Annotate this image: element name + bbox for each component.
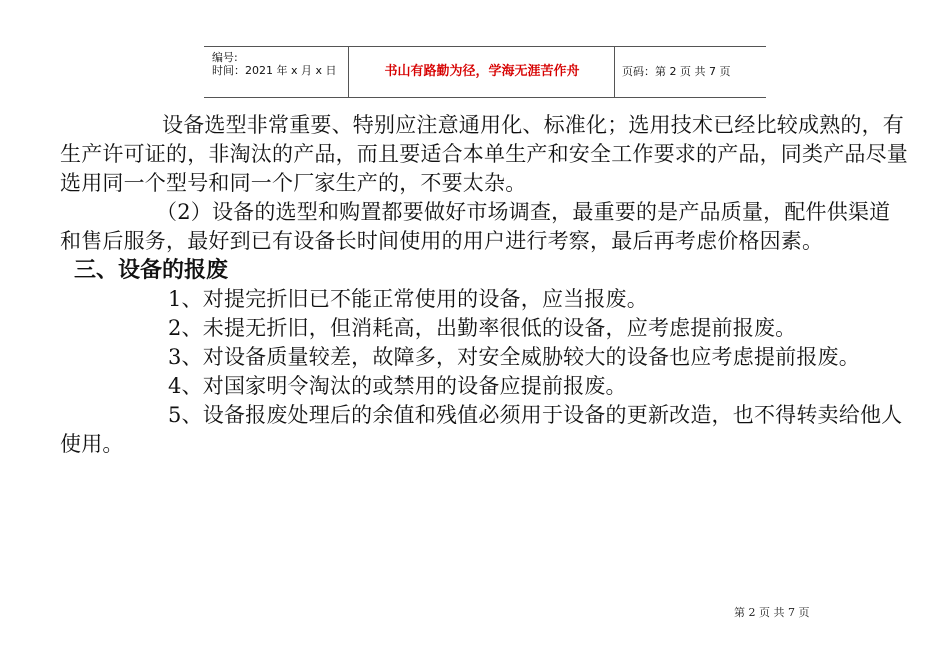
- header-meta: [212, 47, 348, 101]
- code-label: 编号:: [212, 51, 238, 64]
- list-item: 5、设备报废处理后的余值和残值必须用于设备的更新改造，也不得转卖给他人使用。: [60, 403, 903, 456]
- header-page-label: 页码：第 2 页 共 7 页: [622, 65, 731, 78]
- list-item: 3、对设备质量较差，故障多，对安全威胁较大的设备也应考虑提前报废。: [168, 345, 860, 369]
- section-heading: 三、设备的报废: [74, 258, 229, 283]
- time-label: 时间：2021 年 x 月 x 日: [212, 64, 337, 77]
- list-item: 2、未提无折旧，但消耗高，出勤率很低的设备，应考虑提前报废。: [168, 316, 797, 340]
- header-divider: [348, 47, 349, 97]
- list-item: 4、对国家明令淘汰的或禁用的设备应提前报废。: [168, 374, 627, 398]
- header-motto: 书山有路勤为径，学海无涯苦作舟: [384, 64, 580, 79]
- header-divider: [614, 47, 615, 97]
- list-item: 1、对提完折旧已不能正常使用的设备，应当报废。: [168, 287, 648, 311]
- paragraph-equipment-selection: 设备选型非常重要、特别应注意通用化、标准化；选用技术已经比较成熟的，有生产许可证的，非淘汰的产品，而且要适合本单生产和安全工作要求的产品，同类产品尽量选用同一个型号和同一个厂家生产的，不要太杂。: [60, 113, 908, 195]
- page-footer: 第 2 页 共 7 页: [734, 606, 810, 619]
- paragraph-market-survey: （2）设备的选型和购置都要做好市场调查，最重要的是产品质量，配件供渠道和售后服务，最好到已有设备长时间使用的用户进行考察，最后再考虑价格因素。: [60, 200, 891, 253]
- page-header: [204, 46, 766, 98]
- document-body: [60, 111, 910, 459]
